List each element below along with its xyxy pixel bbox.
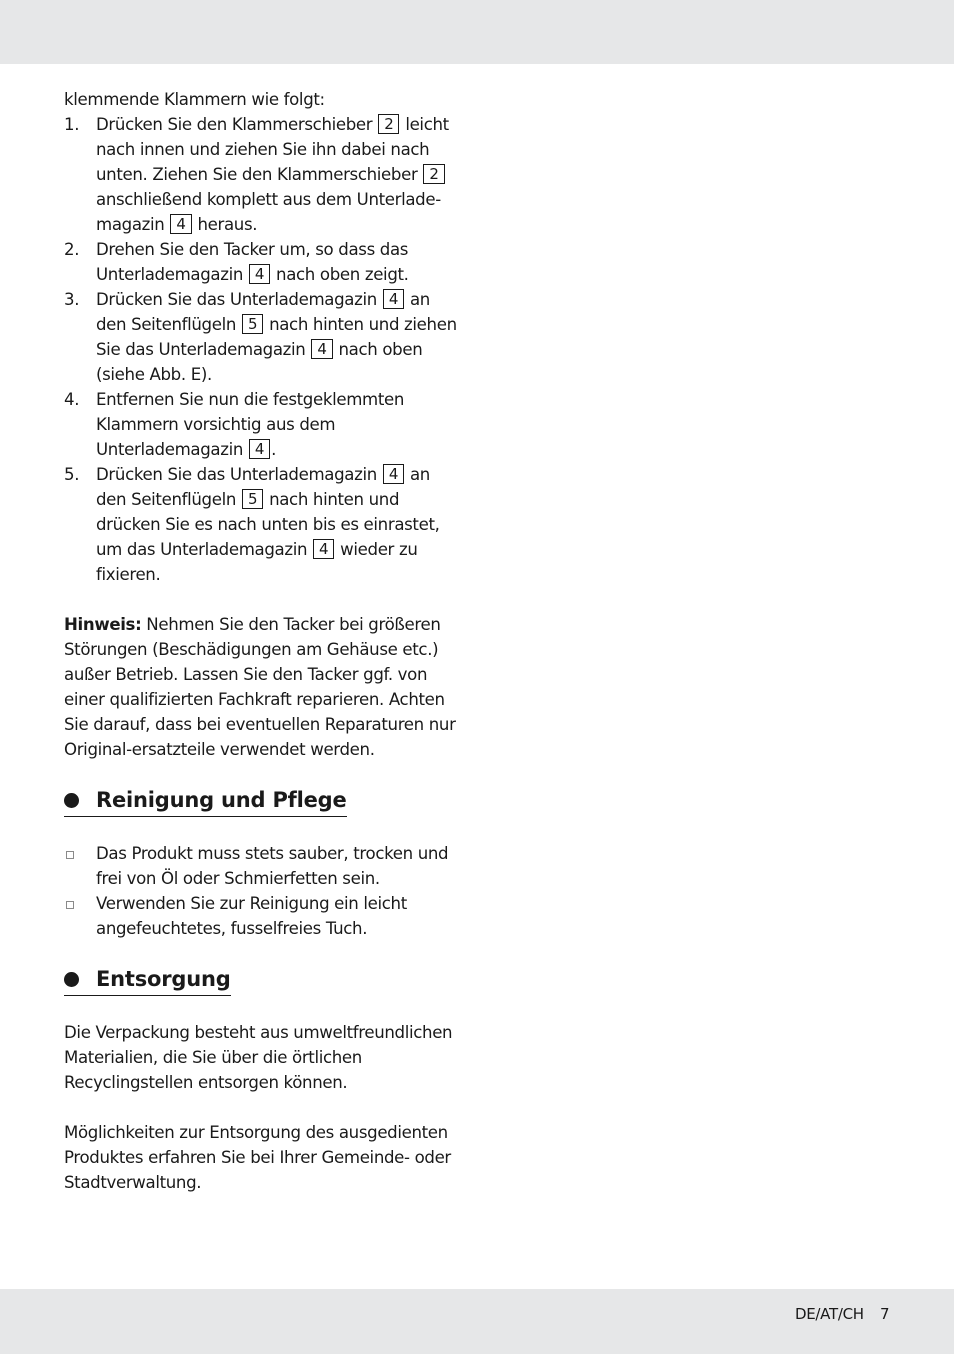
list-item-text: Verwenden Sie zur Reinigung ein leicht angefeuchtetes, fusselfreies Tuch. xyxy=(96,894,407,938)
step-text: Drücken Sie das Unterlademagazin 4 an den Seitenflügeln 5 nach hinten und drücken Sie es nach unten bis es einrastet, um das Unterlademagazin 4 wieder zu fixieren. xyxy=(96,465,440,584)
step-item xyxy=(64,112,464,237)
part-reference-number: 4 xyxy=(383,464,404,484)
steps-list xyxy=(64,112,464,587)
note-paragraph xyxy=(64,612,464,762)
cleaning-list xyxy=(64,841,464,941)
step-text: Drücken Sie das Unterlademagazin 4 an den Seitenflügeln 5 nach hinten und ziehen Sie das Unterlademagazin 4 nach oben (siehe Abb. E). xyxy=(96,290,457,384)
disposal-paragraph: Die Verpackung besteht aus umweltfreundlichen Materialien, die Sie über die örtlichen Recyclingstellen entsorgen können. xyxy=(64,1023,453,1092)
step-number: 4. xyxy=(64,390,80,409)
bullet-dot-icon xyxy=(64,972,79,987)
list-item xyxy=(64,891,464,941)
section-heading-disposal xyxy=(64,965,231,996)
step-number: 3. xyxy=(64,290,80,309)
step-text: Drücken Sie den Klammerschieber 2 leicht nach innen und ziehen Sie ihn dabei nach unten. Ziehen Sie den Klammerschieber 2 anschließend komplett aus dem Unterlade-magazin 4 heraus. xyxy=(96,115,449,234)
footer-region: DE/AT/CH xyxy=(795,1305,864,1323)
step-text: Entfernen Sie nun die festgeklemmten Klammern vorsichtig aus dem Unterlademagazin 4 . xyxy=(96,390,405,459)
step-item xyxy=(64,237,464,287)
intro-text: klemmende Klammern wie folgt: xyxy=(64,90,325,109)
square-bullet-icon xyxy=(66,901,74,909)
step-number: 2. xyxy=(64,240,80,259)
square-bullet-icon xyxy=(66,851,74,859)
part-reference-number: 2 xyxy=(378,114,399,134)
part-reference-number: 4 xyxy=(383,289,404,309)
section-heading-text: Entsorgung xyxy=(96,967,231,991)
note-text: Nehmen Sie den Tacker bei größeren Störungen (Beschädigungen am Gehäuse etc.) außer Betrieb. Lassen Sie den Tacker ggf. von einer qualifizierten Fachkraft reparieren. Achten Sie darauf, dass bei eventuellen Reparaturen nur Original-ersatzteile verwendet werden. xyxy=(64,615,456,759)
note-label: Hinweis: xyxy=(64,615,142,634)
part-reference-number: 4 xyxy=(249,264,270,284)
part-reference-number: 4 xyxy=(311,339,332,359)
header-band xyxy=(0,0,954,64)
part-reference-number: 5 xyxy=(242,314,263,334)
step-text: Drehen Sie den Tacker um, so dass das Unterlademagazin 4 nach oben zeigt. xyxy=(96,240,409,284)
part-reference-number: 4 xyxy=(313,539,334,559)
disposal-paragraph: Möglichkeiten zur Entsorgung des ausgedienten Produktes erfahren Sie bei Ihrer Gemeinde- oder Stadtverwaltung. xyxy=(64,1123,451,1192)
list-item-text: Das Produkt muss stets sauber, trocken und frei von Öl oder Schmierfetten sein. xyxy=(96,844,449,888)
bullet-dot-icon xyxy=(64,793,79,808)
part-reference-number: 4 xyxy=(170,214,191,234)
step-number: 1. xyxy=(64,115,80,134)
step-item xyxy=(64,287,464,387)
step-item xyxy=(64,387,464,462)
step-item xyxy=(64,462,464,587)
list-item xyxy=(64,841,464,891)
part-reference-number: 5 xyxy=(242,489,263,509)
step-number: 5. xyxy=(64,465,80,484)
section-heading-text: Reinigung und Pflege xyxy=(96,788,347,812)
page-content xyxy=(64,87,464,1195)
page-number: 7 xyxy=(880,1305,890,1323)
part-reference-number: 4 xyxy=(249,439,270,459)
section-heading-cleaning xyxy=(64,786,347,817)
part-reference-number: 2 xyxy=(423,164,444,184)
